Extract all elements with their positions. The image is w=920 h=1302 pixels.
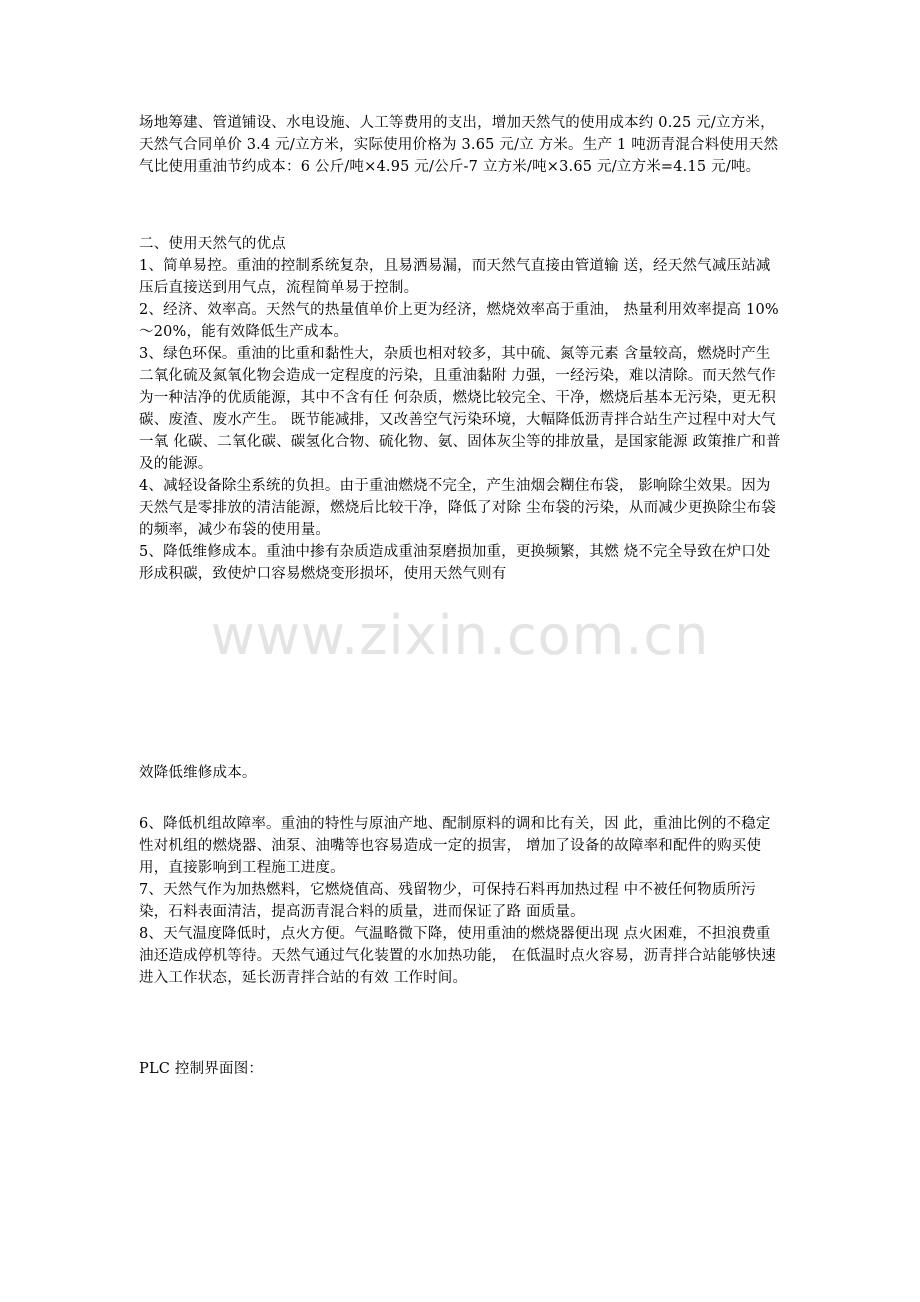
text-block-cost <box>139 112 785 178</box>
text-block-continuation <box>139 762 785 784</box>
paragraph-cost-calculation: 场地筹建、管道铺设、水电设施、人工等费用的支出，增加天然气的使用成本约 0.25 元/立方米，天然气合同单价 3.4 元/立方米，实际使用价格为 3.65 元/立 方米。生产 1 吨沥青混合料使用天然气比使用重油节约成本：6 公斤/吨×4.95 元/公斤-7 立方米/吨×3.65 元/立方米=4.15 元/吨。 <box>139 115 779 175</box>
paragraph-item-5-continuation: 效降低维修成本。 <box>139 765 257 781</box>
paragraph-item-6: 6、降低机组故障率。重油的特性与原油产地、配制原料的调和比有关，因 此，重油比例的不稳定性对机组的燃烧器、油泵、油嘴等也容易造成一定的损害， 增加了设备的故障率和配件的购买使用，直接影响到工程施工进度。 <box>139 816 771 876</box>
watermark: www.zixin.com.cn <box>210 604 710 667</box>
paragraph-item-5: 5、降低维修成本。重油中掺有杂质造成重油泵磨损加重，更换频繁，其燃 烧不完全导致在炉口处形成积碳，致使炉口容易燃烧变形损坏，使用天然气则有 <box>139 544 771 582</box>
paragraph-item-3: 3、绿色环保。重油的比重和黏性大，杂质也相对较多，其中硫、氮等元素 含量较高，燃烧时产生二氧化硫及氮氧化物会造成一定程度的污染，且重油黏附 力强，一经污染，难以清除。而天然气作为一种洁净的优质能源，其中不含有任 何杂质，燃烧比较完全、干净，燃烧后基本无污染，更无积碳、废渣、废水产生。 既节能减排，又改善空气污染环境，大幅降低沥青拌合站生产过程中对大气一氧 化碳、二氧化碳、碳氢化合物、硫化物、氨、固体灰尘等的排放量，是国家能源 政策推广和普及的能源。 <box>139 346 781 472</box>
text-block-advantages <box>139 233 785 585</box>
paragraph-item-8: 8、天气温度降低时，点火方便。气温略微下降，使用重油的燃烧器便出现 点火困难，不担浪费重油还造成停机等待。天然气通过气化装置的水加热功能， 在低温时点火容易，沥青拌合站能够快速进入工作状态，延长沥青拌合站的有效 工作时间。 <box>139 926 776 986</box>
plc-caption: PLC 控制界面图： <box>139 1061 264 1077</box>
paragraph-item-2: 2、经济、效率高。天然气的热量值单价上更为经济，燃烧效率高于重油， 热量利用效率提高 10%～20%，能有效降低生产成本。 <box>139 302 779 340</box>
text-block-plc <box>139 1058 785 1080</box>
text-block-advantages-continued <box>139 813 785 989</box>
paragraph-item-7: 7、天然气作为加热燃料，它燃烧值高、残留物少，可保持石料再加热过程 中不被任何物质所污染，石料表面清洁，提高沥青混合料的质量，进而保证了路 面质量。 <box>139 882 756 920</box>
section-heading-advantages: 二、使用天然气的优点 <box>139 236 286 252</box>
paragraph-item-4: 4、减轻设备除尘系统的负担。由于重油燃烧不完全，产生油烟会糊住布袋， 影响除尘效果。因为天然气是零排放的清洁能源，燃烧后比较干净，降低了对除 尘布袋的污染，从而减少更换除尘布袋的频率，减少布袋的使用量。 <box>139 478 776 538</box>
paragraph-item-1: 1、简单易控。重油的控制系统复杂，且易洒易漏，而天然气直接由管道输 送，经天然气减压站减压后直接送到用气点，流程简单易于控制。 <box>139 258 771 296</box>
